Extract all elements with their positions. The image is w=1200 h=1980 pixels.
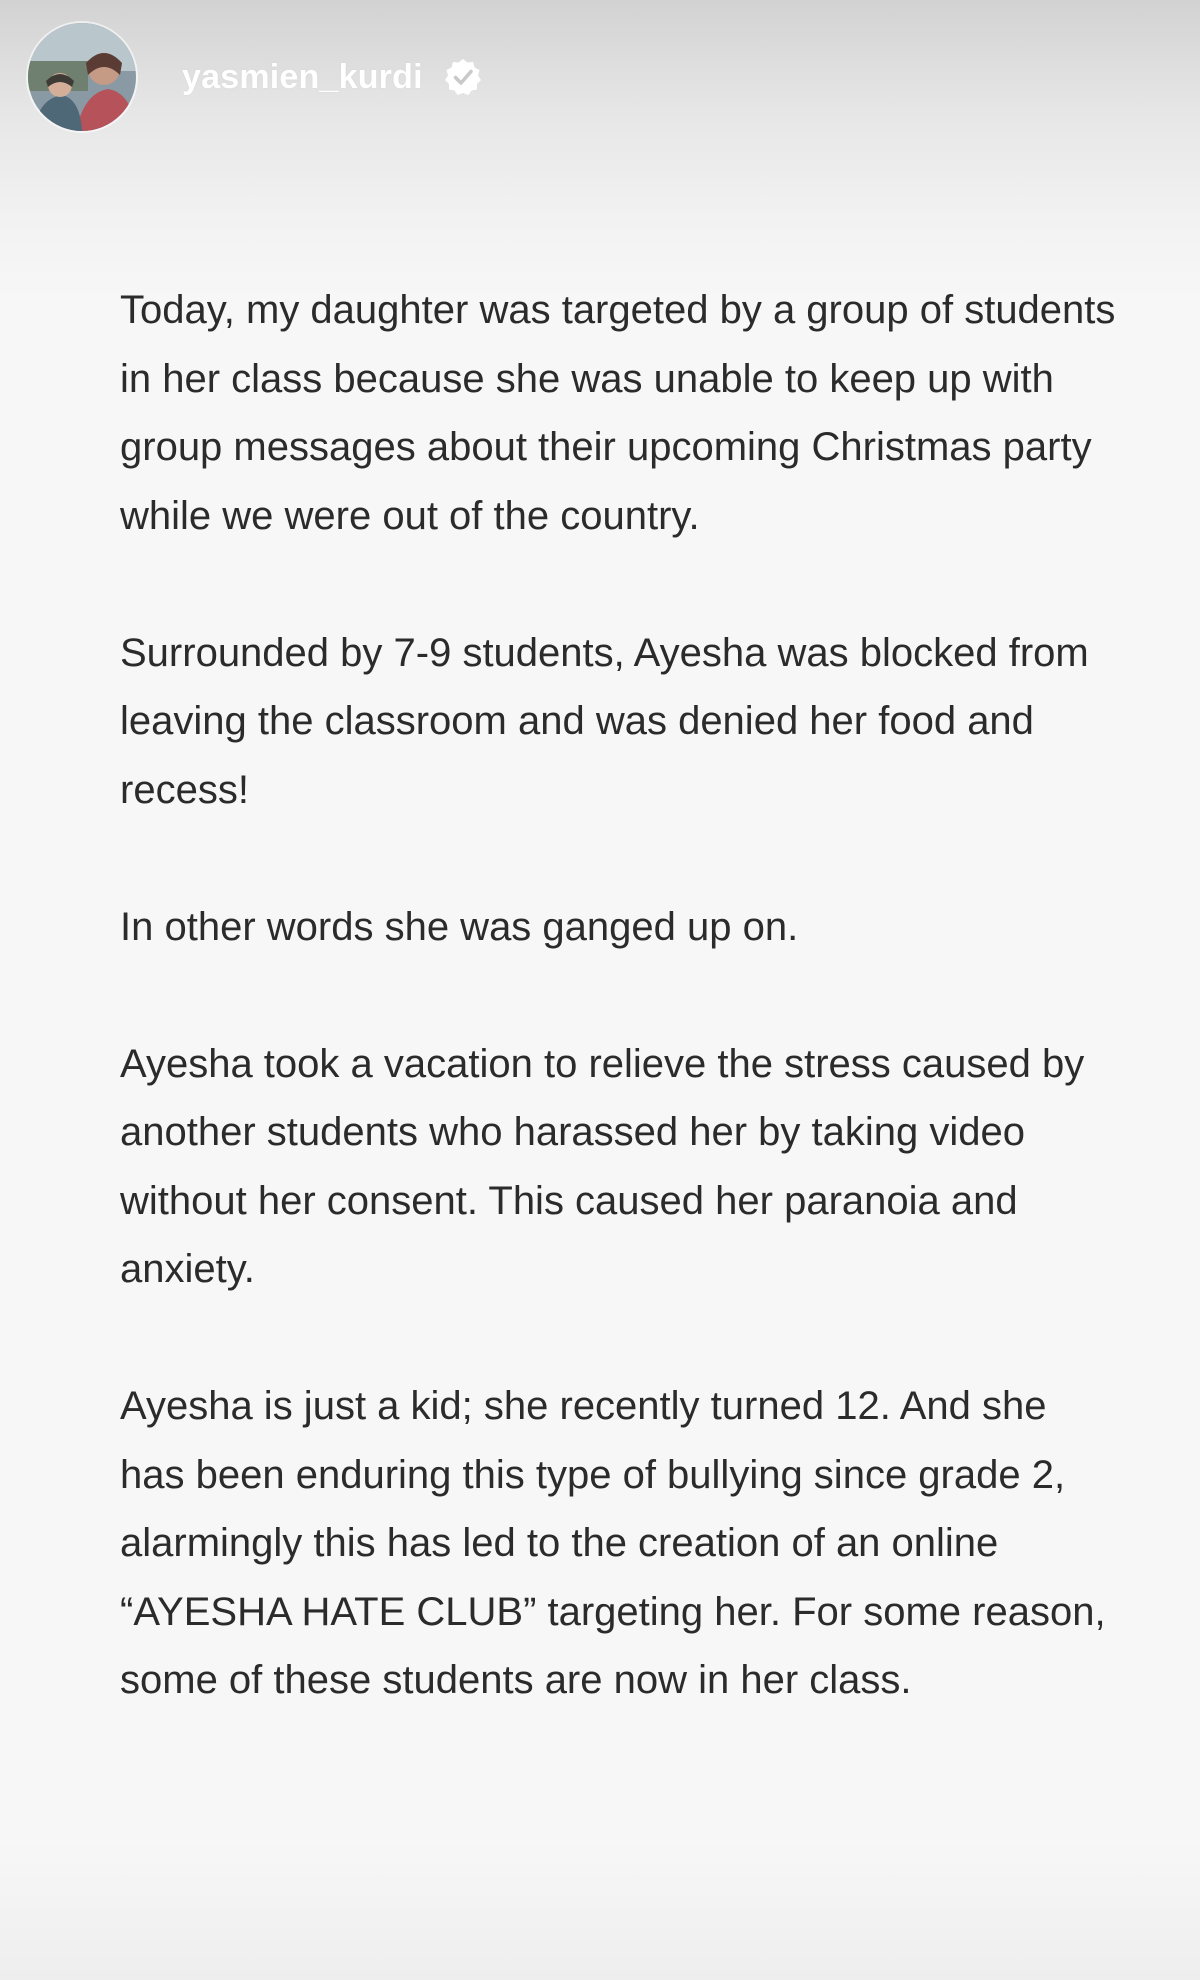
username[interactable]: yasmien_kurdi bbox=[182, 57, 423, 96]
profile-avatar[interactable] bbox=[28, 23, 136, 131]
story-header bbox=[28, 22, 483, 132]
paragraph-4: Ayesha took a vacation to relieve the stress caused by another students who harassed her by taking video without her consent. This caused her paranoia and anxiety. bbox=[120, 1041, 1085, 1291]
post-text bbox=[120, 276, 1120, 1715]
paragraph-5: Ayesha is just a kid; she recently turned 12. And she has been enduring this type of bullying since grade 2, alarmingly this has led to the creation of an online “AYESHA HATE CLUB” targeting her. For some reason, some of these students are now in her class. bbox=[120, 1384, 1106, 1702]
avatar-image bbox=[28, 23, 136, 131]
paragraph-3: In other words she was ganged up on. bbox=[120, 904, 799, 949]
paragraph-1: Today, my daughter was targeted by a group of students in her class because she was unable to keep up with group messages about their upcoming Christmas party while we were out of the country. bbox=[120, 288, 1116, 538]
paragraph-2: Surrounded by 7-9 students, Ayesha was blocked from leaving the classroom and was denied her food and recess! bbox=[120, 630, 1089, 812]
verified-badge-icon bbox=[443, 57, 483, 97]
